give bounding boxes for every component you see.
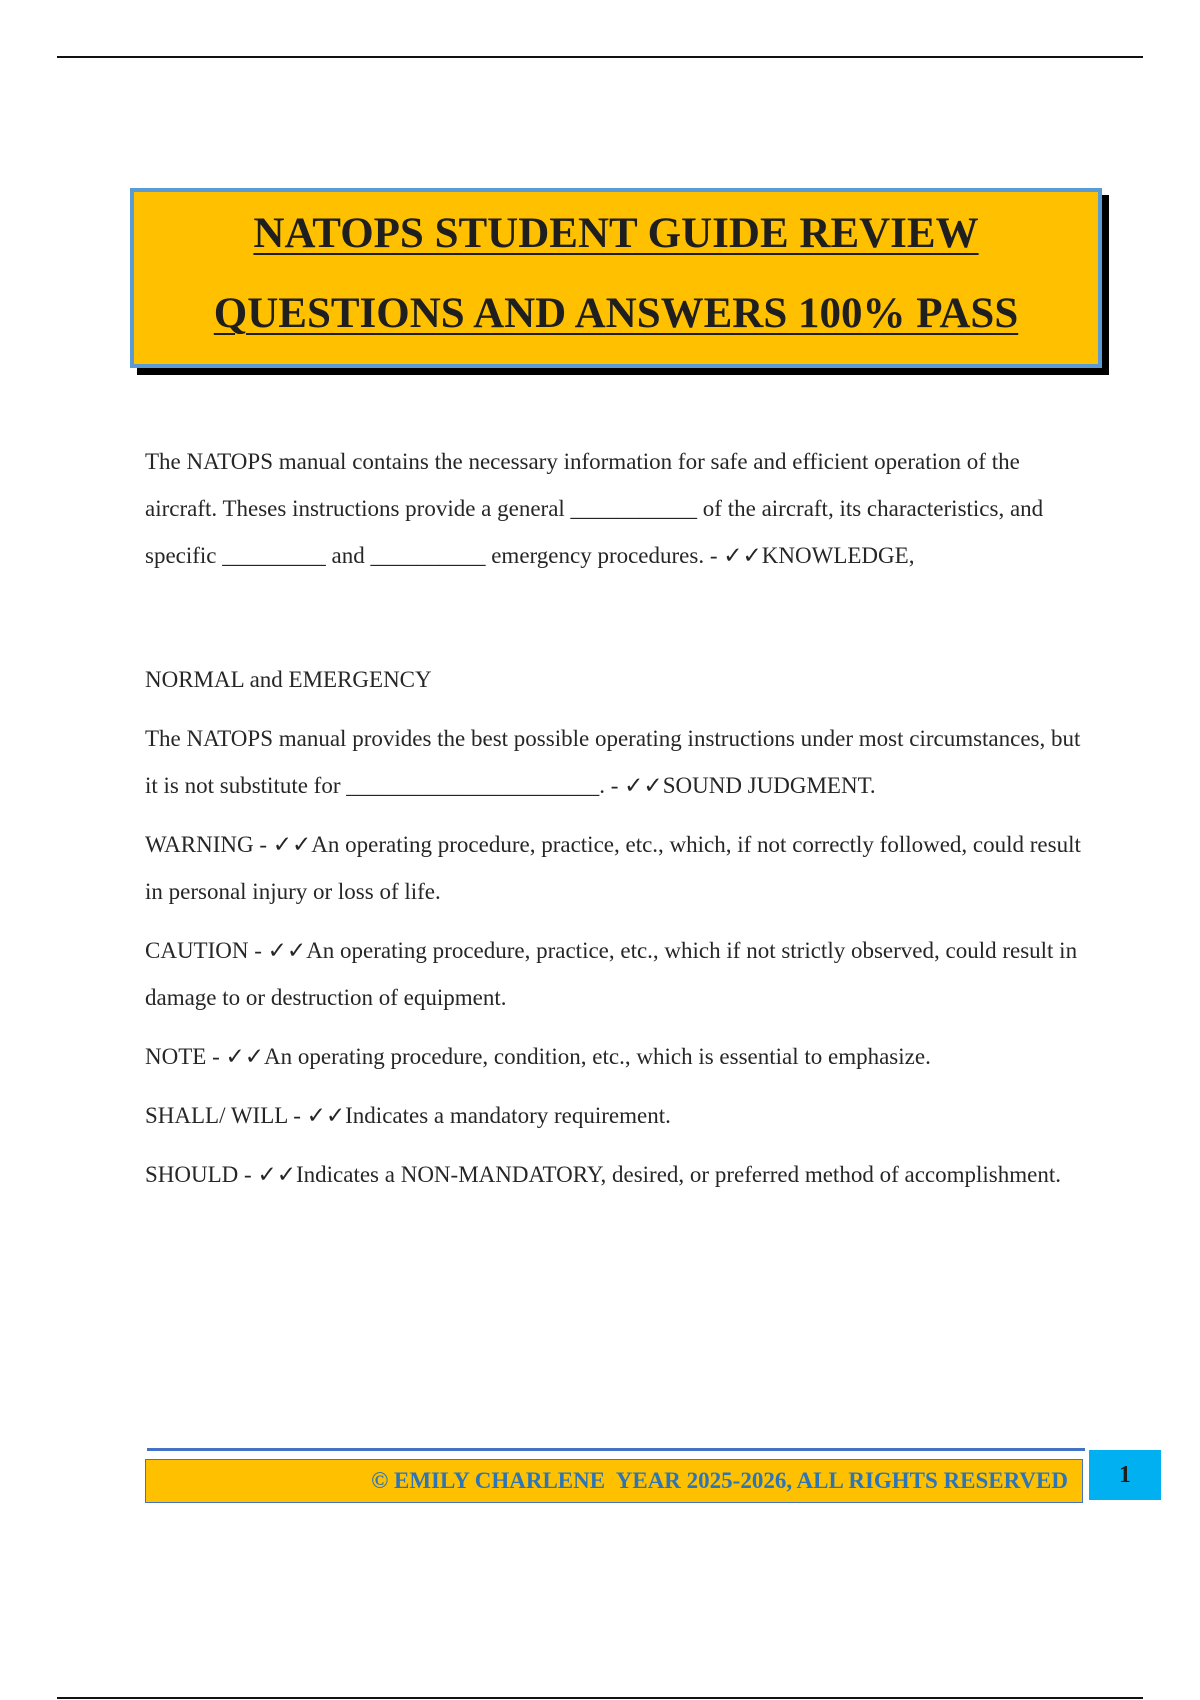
- title-line-1: NATOPS STUDENT GUIDE REVIEW: [253, 210, 979, 257]
- footer-copyright: © EMILY CHARLENE YEAR 2025-2026, ALL RIGHTS RESERVED: [371, 1468, 1068, 1493]
- paragraph-shall-will: SHALL/ WILL - ✓✓Indicates a mandatory requirement.: [145, 1103, 671, 1128]
- footer-bar: [145, 1459, 1083, 1503]
- bottom-rule: [57, 1697, 1143, 1699]
- title-banner: [130, 188, 1102, 368]
- paragraph-note: NOTE - ✓✓An operating procedure, condition, etc., which is essential to emphasize.: [145, 1044, 931, 1069]
- paragraph-normal-emergency: NORMAL and EMERGENCY: [145, 667, 432, 692]
- paragraph-sound-judgment: The NATOPS manual provides the best possible operating instructions under most circumstances, but it is not substitute for ______________________. - ✓✓SOUND JUDGMENT.: [145, 726, 1081, 798]
- paragraph-warning: WARNING - ✓✓An operating procedure, practice, etc., which, if not correctly followed, could result in personal injury or loss of life.: [145, 832, 1081, 904]
- paragraph-should: SHOULD - ✓✓Indicates a NON-MANDATORY, desired, or preferred method of accomplishment.: [145, 1162, 1061, 1187]
- paragraph-natops-knowledge: The NATOPS manual contains the necessary information for safe and efficient operation of the aircraft. Theses instructions provide a general ___________ of the aircraft, its characteristics, and specific _________ and __________ emergency procedures. - ✓✓KNOWLEDGE,: [145, 449, 1044, 568]
- paragraph-caution: CAUTION - ✓✓An operating procedure, practice, etc., which if not strictly observed, could result in damage to or destruction of equipment.: [145, 938, 1078, 1010]
- document-body: [145, 438, 1095, 1198]
- footer-rule: [147, 1448, 1085, 1451]
- top-rule: [57, 56, 1143, 58]
- page-number-box: [1089, 1450, 1161, 1500]
- page-number: 1: [1119, 1462, 1131, 1488]
- title-line-2: QUESTIONS AND ANSWERS 100% PASS: [213, 290, 1019, 337]
